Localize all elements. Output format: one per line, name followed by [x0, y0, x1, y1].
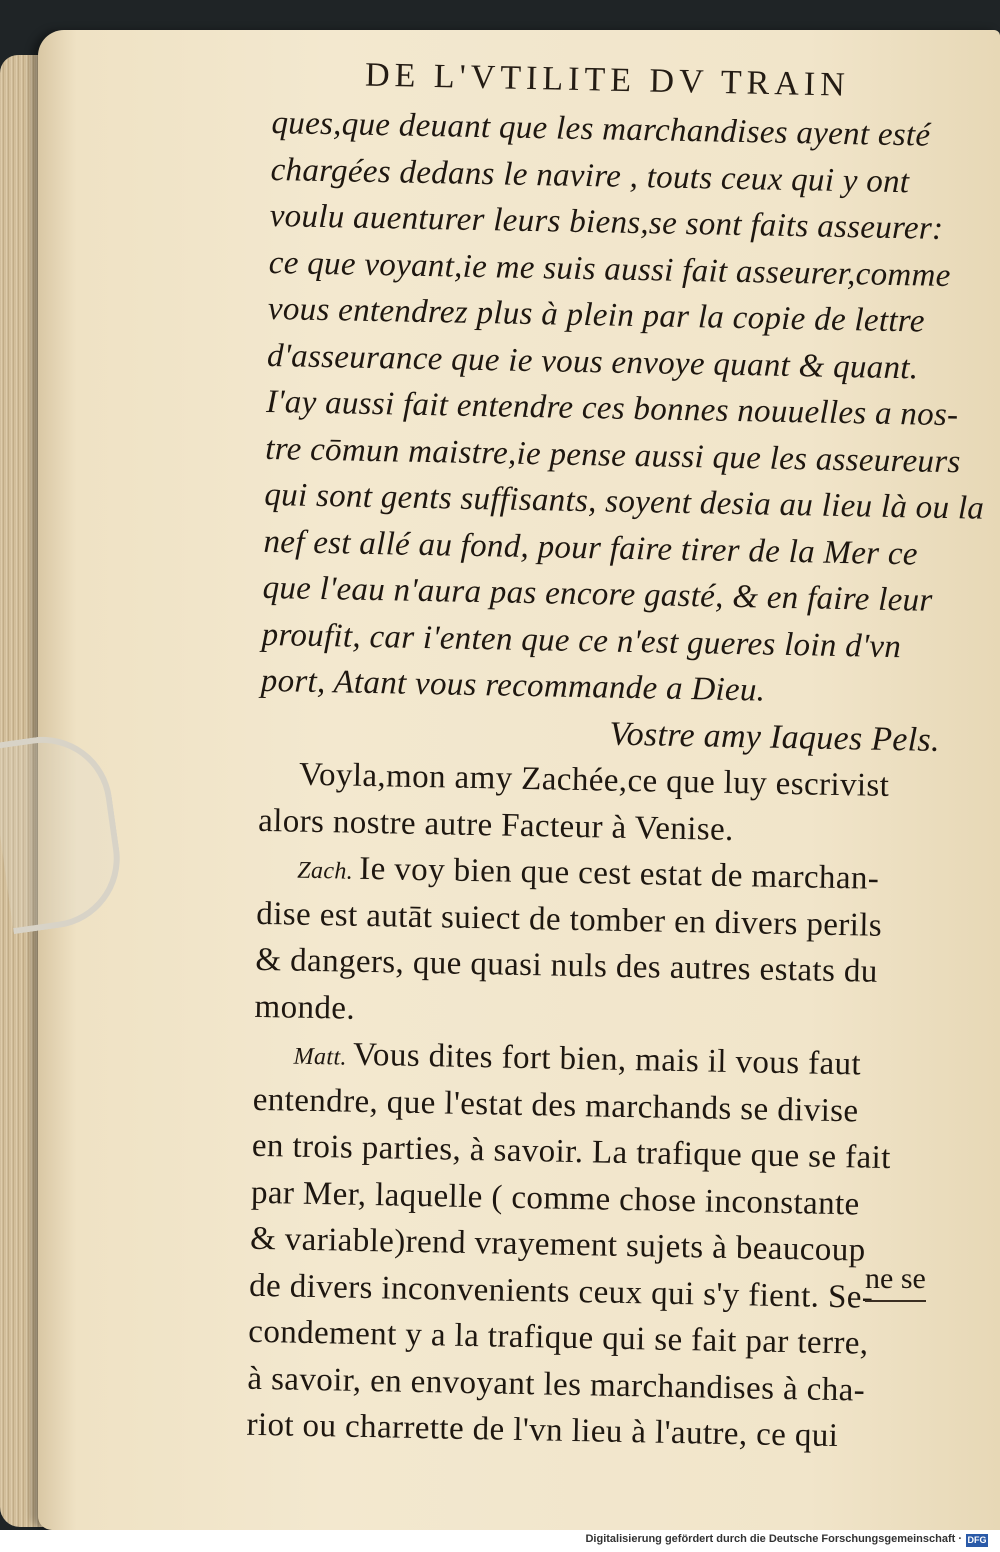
dialogue-line: à savoir, en envoyant les marchandises à cha- — [247, 1360, 866, 1409]
dialogue-line: de divers inconvenients ceux qui s'y fient. Se- — [248, 1267, 874, 1316]
dialogue-line: Voyla,mon amy Zachée,ce que luy escrivist — [298, 756, 890, 804]
letter-line: que l'eau n'aura pas encore gasté, & en faire leur — [262, 569, 933, 619]
running-head: DE L'VTILITE DV TRAIN — [364, 56, 851, 104]
letter-line: ques,que deuant que les marchandises ayent esté — [271, 104, 931, 154]
letter-signature: Vostre amy Iaques Pels. — [609, 715, 941, 759]
letter-line: vous entendrez plus à plein par la copie de lettre — [267, 290, 926, 340]
dialogue-line: monde. — [254, 988, 356, 1027]
letter-line: tre cōmun maistre,ie pense aussi que les asseureurs — [264, 430, 961, 480]
speaker-label-zach: Zach. — [296, 857, 354, 885]
dialogue-line: entendre, que l'estat des marchands se divise — [252, 1081, 859, 1129]
letter-line: ce que voyant,ie me suis aussi fait asseurer,comme — [268, 244, 952, 294]
letter-line: voulu auenturer leurs biens,se sont faits asseurer: — [269, 197, 944, 247]
catchword: ne se — [865, 1262, 926, 1302]
dialogue-text: Ie voy bien que cest estat de marchan- — [358, 850, 880, 897]
letter-line: nef est allé au fond, pour faire tirer de la Mer ce — [263, 523, 919, 572]
letter-line: port, Atant vous recommande a Dieu. — [260, 662, 766, 709]
speaker-label-matt: Matt. — [293, 1043, 348, 1071]
dialogue-line: en trois parties, à savoir. La trafique que se fait — [251, 1127, 892, 1177]
dialogue-line: & variable)rend vrayement sujets à beaucoup — [249, 1220, 866, 1269]
dialogue-text: Vous dites fort bien, mais il vous faut — [352, 1036, 862, 1083]
page-text — [246, 100, 985, 1461]
dialogue-line: riot ou charrette de l'vn lieu à l'autre, ce qui — [246, 1406, 839, 1455]
dfg-logo-icon: DFG — [967, 1535, 987, 1545]
letter-line: chargées dedans le navire , touts ceux qui y ont — [270, 151, 910, 200]
dialogue-line: & dangers, que quasi nuls des autres estats du — [255, 941, 879, 990]
footer-credit: Digitalisierung gefördert durch die Deutsche Forschungsgemeinschaft · — [585, 1533, 962, 1545]
letter-line: I'ay aussi fait entendre ces bonnes nouuelles a nos- — [265, 383, 959, 434]
dialogue-line: par Mer, laquelle ( comme chose inconstante — [250, 1174, 860, 1222]
dialogue-line: dise est autāt suiect de tomber en divers perils — [256, 895, 883, 944]
letter-line: proufit, car i'enten que ce n'est gueres loin d'vn — [261, 616, 902, 665]
letter-line: d'asseurance que ie vous envoye quant & quant. — [266, 337, 919, 386]
letter-line: qui sont gents suffisants, soyent desia au lieu là ou la — [264, 476, 985, 527]
dialogue-line: condement y a la trafique qui se fait par terre, — [248, 1313, 869, 1362]
dialogue-line: alors nostre autre Facteur à Venise. — [257, 802, 735, 848]
